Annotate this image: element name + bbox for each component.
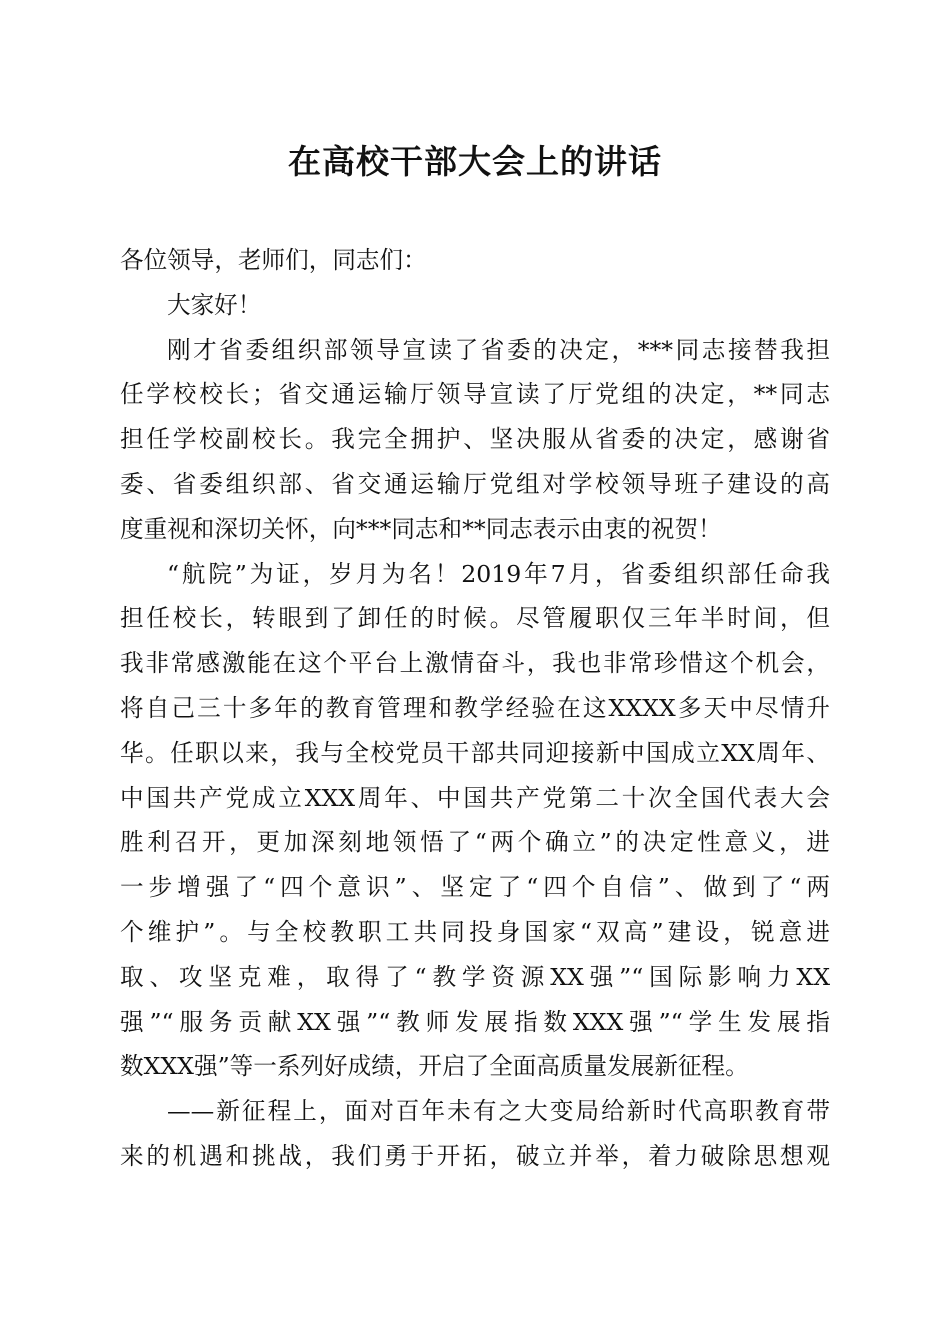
paragraph-line: 强”“服务贡献XX强”“教师发展指数XXX强”“学生发展指 bbox=[120, 1007, 830, 1036]
salutation: 各位领导，老师们，同志们： bbox=[120, 246, 427, 274]
paragraph-line: 担任学校副校长。我完全拥护、坚决服从省委的决定，感谢省 bbox=[120, 425, 830, 454]
paragraph-line: 中国共产党成立XXX周年、中国共产党第二十次全国代表大会 bbox=[120, 783, 830, 812]
greeting: 大家好！ bbox=[167, 290, 262, 319]
paragraph bbox=[120, 552, 830, 1090]
paragraph-line: “航院”为证，岁月为名！2019年7月，省委组织部任命我 bbox=[167, 559, 830, 588]
paragraph-line: 任学校校长；省交通运输厅领导宣读了厅党组的决定，**同志 bbox=[120, 380, 830, 409]
paragraph-line: 度重视和深切关怀，向***同志和**同志表示由衷的祝贺！ bbox=[120, 514, 722, 543]
paragraph-line: 刚才省委组织部领导宣读了省委的决定，***同志接替我担 bbox=[167, 335, 830, 364]
paragraph-line: 取、攻坚克难，取得了“教学资源XX强”“国际影响力XX bbox=[120, 962, 830, 991]
paragraph-line: 来的机遇和挑战，我们勇于开拓，破立并举，着力破除思想观 bbox=[120, 1141, 830, 1170]
paragraph-line: ——新征程上，面对百年未有之大变局给新时代高职教育带 bbox=[167, 1097, 830, 1126]
document-title: 在高校干部大会上的讲话 bbox=[288, 142, 662, 181]
paragraph-line: 数XXX强”等一系列好成绩，开启了全面高质量发展新征程。 bbox=[120, 1052, 749, 1081]
paragraph-line: 我非常感激能在这个平台上激情奋斗，我也非常珍惜这个机会， bbox=[120, 649, 830, 678]
paragraph-line: 担任校长，转眼到了卸任的时候。尽管履职仅三年半时间，但 bbox=[120, 604, 830, 633]
paragraph-line: 委、省委组织部、省交通运输厅党组对学校领导班子建设的高 bbox=[120, 469, 830, 498]
paragraph-line: 胜利召开，更加深刻地领悟了“两个确立”的决定性意义，进 bbox=[120, 828, 830, 857]
paragraph-line: 个维护”。与全校教职工共同投身国家“双高”建设，锐意进 bbox=[120, 917, 830, 946]
paragraph bbox=[120, 1089, 830, 1179]
paragraph-line: 将自己三十多年的教育管理和教学经验在这XXXX多天中尽情升 bbox=[120, 693, 830, 722]
paragraph-line: 华。任职以来，我与全校党员干部共同迎接新中国成立XX周年、 bbox=[120, 738, 830, 767]
document-body bbox=[120, 238, 830, 1179]
paragraph-line: 一步增强了“四个意识”、坚定了“四个自信”、做到了“两 bbox=[120, 873, 830, 902]
paragraph bbox=[120, 328, 830, 552]
paragraphs bbox=[120, 328, 830, 1179]
